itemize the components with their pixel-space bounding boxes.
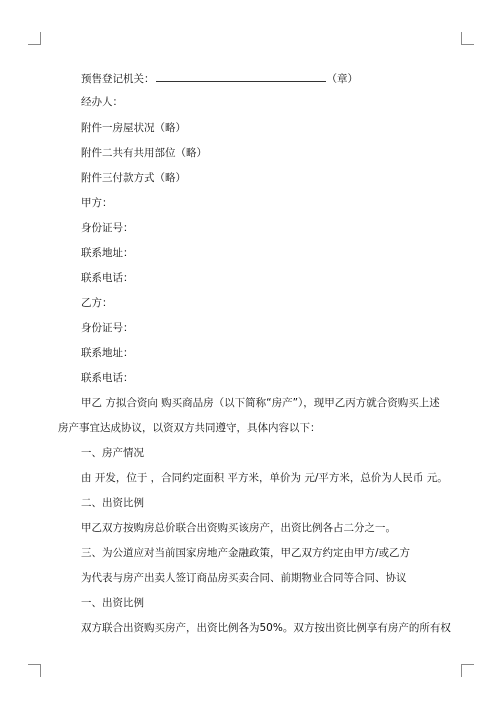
- crop-mark-bottom-left: [28, 664, 41, 677]
- ownership-text: 双方联合出资购买房产，出资比例各为50%。双方按出资比例享有房产的所有权: [81, 622, 451, 634]
- registration-blank: [156, 70, 326, 82]
- attachment-2: 附件二共有共用部位（略）: [81, 147, 207, 159]
- party-a-address: 联系地址：: [81, 247, 134, 259]
- intro-paragraph-line-1: 甲乙 方拟合资向 购买商品房（以下简称“房产”），现甲乙丙方就合资购买上述: [81, 397, 440, 409]
- crop-mark-top-right: [461, 32, 474, 45]
- section-three-line-2: 为代表与房产出卖人签订商品房买卖合同、前期物业合同等合同、协议: [81, 572, 407, 584]
- registration-line: [81, 70, 460, 86]
- party-b-id: 身份证号：: [81, 322, 134, 334]
- attachment-1: 附件一房屋状况（略）: [81, 122, 186, 134]
- section-heading-property: 一、房产情况: [81, 447, 144, 459]
- party-b-phone: 联系电话：: [81, 372, 134, 384]
- property-details: 由 开发，位于 ，合同约定面积 平方米，单价为 元/平方米，总价为人民币 元。: [81, 472, 448, 484]
- party-a-label: 甲方：: [81, 197, 113, 209]
- attachment-3: 附件三付款方式（略）: [81, 172, 186, 184]
- registration-seal: （章）: [326, 73, 358, 85]
- party-a-phone: 联系电话：: [81, 272, 134, 284]
- section-heading-contribution: 二、出资比例: [81, 497, 144, 509]
- party-b-address: 联系地址：: [81, 347, 134, 359]
- party-b-label: 乙方：: [81, 297, 113, 309]
- section-three-line-1: 三、为公道应对当前国家房地产金融政策，甲乙双方约定由甲方/或乙方: [81, 547, 411, 559]
- handler-line: 经办人：: [81, 96, 123, 108]
- section-heading-contribution-2: 一、出资比例: [81, 597, 144, 609]
- crop-mark-bottom-right: [461, 664, 474, 677]
- registration-label: 预售登记机关：: [81, 73, 155, 85]
- intro-paragraph-line-2: 房产事宜达成协议，以资双方共同遵守，具体内容以下：: [58, 422, 321, 434]
- party-a-id: 身份证号：: [81, 222, 134, 234]
- contribution-text: 甲乙双方按购房总价联合出资购买该房产，出资比例各占二分之一。: [81, 522, 396, 534]
- crop-mark-top-left: [28, 32, 41, 45]
